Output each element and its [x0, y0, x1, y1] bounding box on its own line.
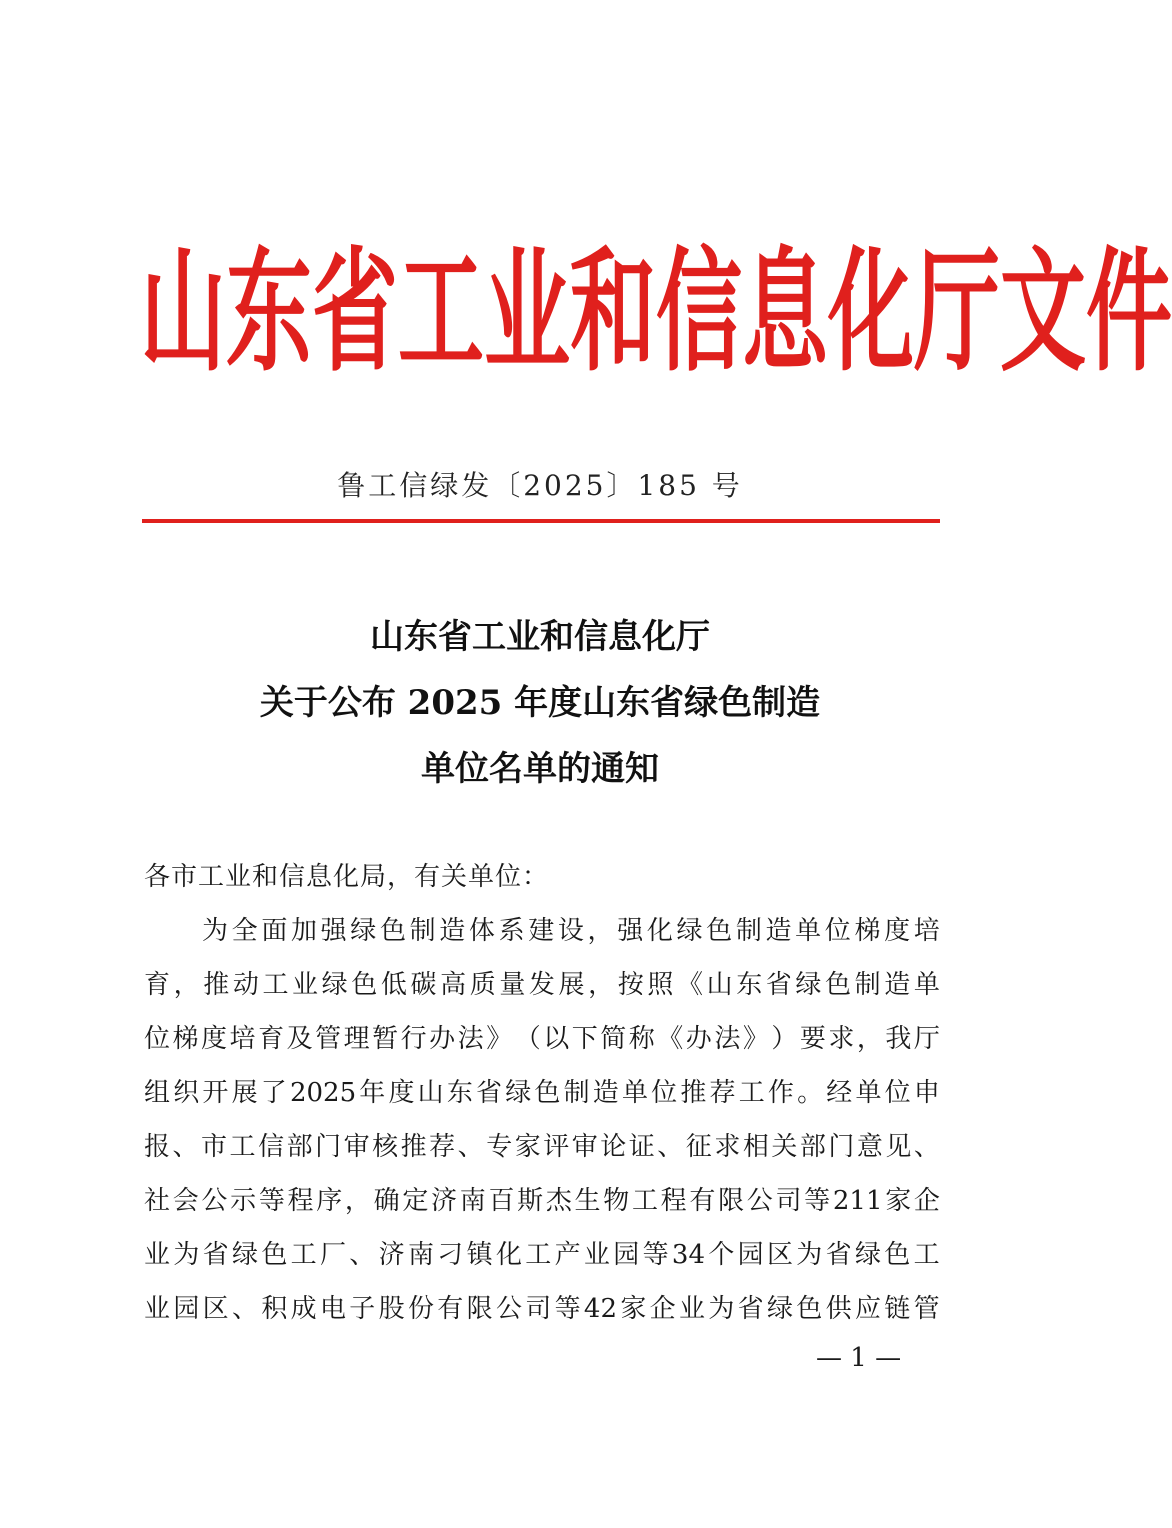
salutation: 各市工业和信息化局，有关单位：: [144, 862, 550, 892]
masthead-char: 信: [656, 235, 742, 391]
body-line: 报 、 市 工 信 部 门 审 核 推 荐 、 专 家 评 审 论 证 、 征 求 相 关 部 门 意 见 、: [144, 1132, 940, 1162]
masthead-char: 省: [312, 235, 398, 391]
masthead-char: 件: [1086, 235, 1172, 391]
body-line: 社 会 公 示 等 程 序 ， 确 定 济 南 百 斯 杰 生 物 工 程 有 限 公 司 等 211 家 企: [144, 1186, 940, 1216]
document-number: 鲁工信绿发〔2025〕185 号: [337, 469, 743, 502]
body-line: 业 园 区 、 积 成 电 子 股 份 有 限 公 司 等 42 家 企 业 为 省 绿 色 供 应 链 管: [144, 1294, 940, 1324]
body-line: 业 为 省 绿 色 工 厂 、 济 南 刁 镇 化 工 产 业 园 等 34 个 园 区 为 省 绿 色 工: [144, 1240, 940, 1270]
body-line: 为 全 面 加 强 绿 色 制 造 体 系 建 设 ， 强 化 绿 色 制 造 单 位 梯 度 培: [202, 916, 940, 946]
red-divider-line: [142, 519, 940, 523]
masthead-char: 息: [742, 235, 828, 391]
masthead-char: 工: [398, 235, 484, 391]
masthead-char: 山: [140, 235, 226, 391]
document-title: [140, 604, 940, 802]
title-line-3: 单位名单的通知: [421, 749, 659, 789]
masthead-char: 厅: [914, 235, 1000, 391]
title-line-2: 关于公布 2025 年度山东省绿色制造: [259, 683, 821, 723]
body-line: 位 梯 度 培 育 及 管 理 暂 行 办 法 》 （ 以 下 简 称 《 办 法 》 ） 要 求 ， 我 厅: [144, 1024, 940, 1054]
body-line: 组 织 开 展 了 2025 年 度 山 东 省 绿 色 制 造 单 位 推 荐 工 作 。 经 单 位 申: [144, 1078, 940, 1108]
body-line: 育 ， 推 动 工 业 绿 色 低 碳 高 质 量 发 展 ， 按 照 《 山 东 省 绿 色 制 造 单: [144, 970, 940, 1000]
page-number: — 1 —: [816, 1343, 902, 1373]
body-paragraph: [144, 904, 940, 1336]
masthead-char: 东: [226, 235, 312, 391]
masthead-char: 文: [1000, 235, 1086, 391]
title-line-1: 山东省工业和信息化厅: [370, 617, 710, 657]
masthead-char: 化: [828, 235, 914, 391]
masthead-char: 业: [484, 235, 570, 391]
masthead-title: [140, 235, 1172, 391]
masthead-char: 和: [570, 235, 656, 391]
